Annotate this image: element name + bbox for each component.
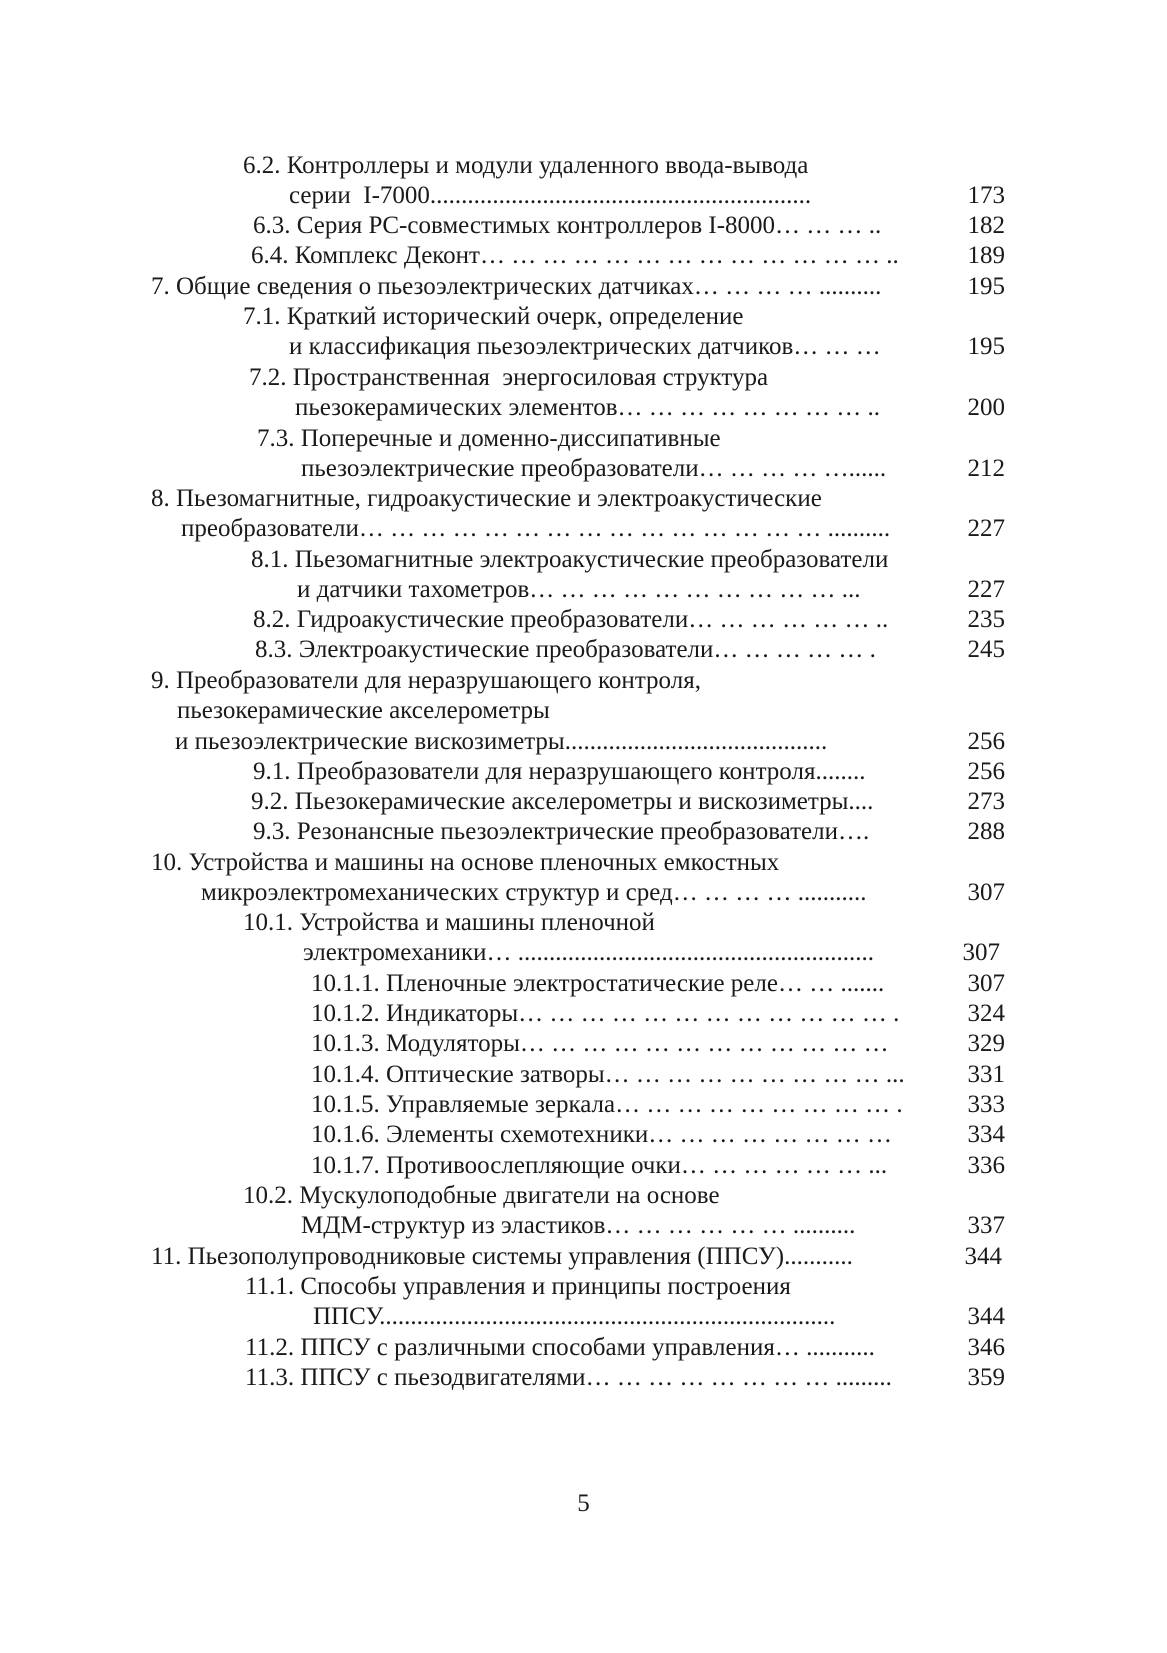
toc-entry-text: пьезоэлектрические преобразователи… … … … …...... [301,455,887,482]
toc-entry-page: 227 [967,515,1005,542]
toc-entry-page: 329 [967,1030,1005,1057]
toc-entry-text: серии I-7000............................................................. [289,182,812,209]
toc-entry [0,1059,1167,1091]
toc-entry-text: 8. Пьезомагнитные, гидроакустические и электроакустические [151,485,822,512]
toc-entry-page: 333 [967,1091,1005,1118]
toc-entry [0,362,1167,394]
toc-entry [0,907,1167,939]
toc-entry-page: 189 [967,242,1005,269]
toc-entry [0,453,1167,485]
toc-entry-text: пьезокерамические акселерометры [177,697,550,724]
toc-entry [0,1119,1167,1151]
toc-entry-page: 227 [967,576,1005,603]
toc-entry-text: 8.1. Пьезомагнитные электроакустические преобразователи [251,546,889,573]
toc-entry-text: и датчики тахометров… … … … … … … … … … ... [297,576,861,603]
toc-entry-text: преобразователи… … … … … … … … … … … … … … … .......... [181,515,891,542]
toc-entry-text: 10.1.4. Оптические затворы… … … … … … … … … ... [311,1061,905,1088]
toc-entry [0,968,1167,1000]
toc-entry-page: 173 [967,182,1005,209]
toc-entry-page: 195 [967,273,1005,300]
toc-entry-text: МДМ-структур из эластиков… … … … … … .......... [301,1212,856,1239]
toc-entry-text: 7.2. Пространственная энергосиловая структура [249,364,769,391]
toc-entry-page: 288 [967,818,1005,845]
toc-entry-text: 6.3. Серия PC-совместимых контроллеров I-8000… … … .. [253,212,882,239]
toc-entry [0,423,1167,455]
toc-entry [0,180,1167,212]
toc-entry-text: 7.3. Поперечные и доменно-диссипативные [257,425,721,452]
toc-entry-page: 334 [967,1121,1005,1148]
toc-entry [0,604,1167,636]
toc-entry [0,786,1167,818]
toc-entry [0,665,1167,697]
toc-entry [0,1332,1167,1364]
toc-entry [0,1362,1167,1394]
toc-entry-text: 11.1. Способы управления и принципы построения [245,1273,791,1300]
toc-entry-text: 9. Преобразователи для неразрушающего контроля, [151,667,701,694]
toc-entry-text: 7.1. Краткий исторический очерк, определение [243,303,744,330]
toc-entry-text: пьезокерамических элементов… … … … … … … … .. [295,394,881,421]
toc-entry [0,1271,1167,1303]
toc-entry-page: 324 [967,1000,1005,1027]
toc-entry-page: 245 [967,636,1005,663]
page-number: 5 [577,1490,590,1517]
toc-entry-text: ППСУ......................................................................... [313,1303,836,1330]
toc-entry-text: 9.1. Преобразователи для неразрушающего контроля........ [253,758,866,785]
toc-entry [0,483,1167,515]
toc-entry-page: 307 [967,970,1005,997]
toc-entry [0,937,1167,969]
toc-entry-page: 331 [967,1061,1005,1088]
toc-entry-text: 9.3. Резонансные пьезоэлектрические преобразователи…. [253,818,870,845]
toc-entry-text: 10.1.7. Противоослепляющие очки… … … … … … ... [311,1152,888,1179]
toc-entry-page: 195 [967,333,1005,360]
toc-entry-page: 256 [967,758,1005,785]
toc-entry-text: и классификация пьезоэлектрических датчиков… … … [289,333,881,360]
toc-entry [0,331,1167,363]
toc-entry-text: 7. Общие сведения о пьезоэлектрических датчиках… … … … .......... [151,273,882,300]
toc-entry [0,544,1167,576]
toc-entry [0,1028,1167,1060]
toc-entry [0,271,1167,303]
toc-entry-page: 307 [967,879,1005,906]
toc-entry-page: 256 [967,728,1005,755]
toc-entry-page: 344 [967,1303,1005,1330]
toc-entry-text: 10.1.2. Индикаторы… … … … … … … … … … … … . [311,1000,900,1027]
toc-entry-page: 346 [967,1334,1005,1361]
toc-entry [0,634,1167,666]
toc-entry [0,726,1167,758]
toc-entry-text: 8.3. Электроакустические преобразователи… … … … … . [255,636,876,663]
toc-entry-text: 10.1.1. Пленочные электростатические реле… … ....... [311,970,885,997]
toc-entry [0,695,1167,727]
toc-entry-text: 8.2. Гидроакустические преобразователи… … … … … … .. [253,606,889,633]
toc-entry [0,150,1167,182]
toc-entry-page: 182 [967,212,1005,239]
toc-entry [0,1180,1167,1212]
toc-entry-page: 336 [967,1152,1005,1179]
toc-entry-text: 10.1.5. Управляемые зеркала… … … … … … … … … . [311,1091,903,1118]
toc-entry [0,998,1167,1030]
toc-entry [0,847,1167,879]
toc-entry [0,392,1167,424]
toc-entry [0,1089,1167,1121]
toc-entry-text: 10. Устройства и машины на основе пленочных емкостных [151,849,780,876]
toc-entry-text: 11.3. ППСУ с пьезодвигателями… … … … … … … … ......... [245,1364,892,1391]
toc-entry [0,513,1167,545]
toc-entry-page: 337 [967,1212,1005,1239]
toc-entry-page: 307 [962,939,1000,966]
toc-entry-text: 6.2. Контроллеры и модули удаленного ввода-вывода [243,152,809,179]
toc-entry-text: 11. Пьезополупроводниковые системы управления (ППСУ)........... [151,1243,853,1270]
toc-entry-text: и пьезоэлектрические вискозиметры.......................................... [175,728,828,755]
toc-entry-page: 359 [967,1364,1005,1391]
toc-entry-page: 235 [967,606,1005,633]
toc-entry-page: 344 [964,1243,1002,1270]
toc-entry [0,1301,1167,1333]
toc-entry [0,877,1167,909]
toc-entry-text: микроэлектромеханических структур и сред… … … … ........... [201,879,867,906]
toc-entry [0,240,1167,272]
toc-entry-text: 6.4. Комплекс Деконт… … … … … … … … … … … … … .. [251,242,899,269]
toc-entry [0,1210,1167,1242]
toc-entry-page: 212 [967,455,1005,482]
toc-entry-text: 9.2. Пьезокерамические акселерометры и вискозиметры.... [251,788,874,815]
toc-entry-text: 10.2. Мускулоподобные двигатели на основе [243,1182,720,1209]
toc-entry [0,816,1167,848]
toc-entry [0,1241,1167,1273]
toc-entry [0,210,1167,242]
toc-entry [0,301,1167,333]
toc-entry-text: 10.1.6. Элементы схемотехники… … … … … … … … [311,1121,892,1148]
toc-entry-text: электромеханики… ......................................................... [303,939,875,966]
toc-entry-page: 200 [967,394,1005,421]
toc-entry [0,574,1167,606]
toc-entry-text: 10.1.3. Модуляторы… … … … … … … … … … … … [311,1030,889,1057]
toc-entry [0,1150,1167,1182]
toc-entry-text: 11.2. ППСУ с различными способами управления… ........... [245,1334,875,1361]
toc-entry-text: 10.1. Устройства и машины пленочной [243,909,655,936]
toc-entry-page: 273 [967,788,1005,815]
toc-entry [0,756,1167,788]
